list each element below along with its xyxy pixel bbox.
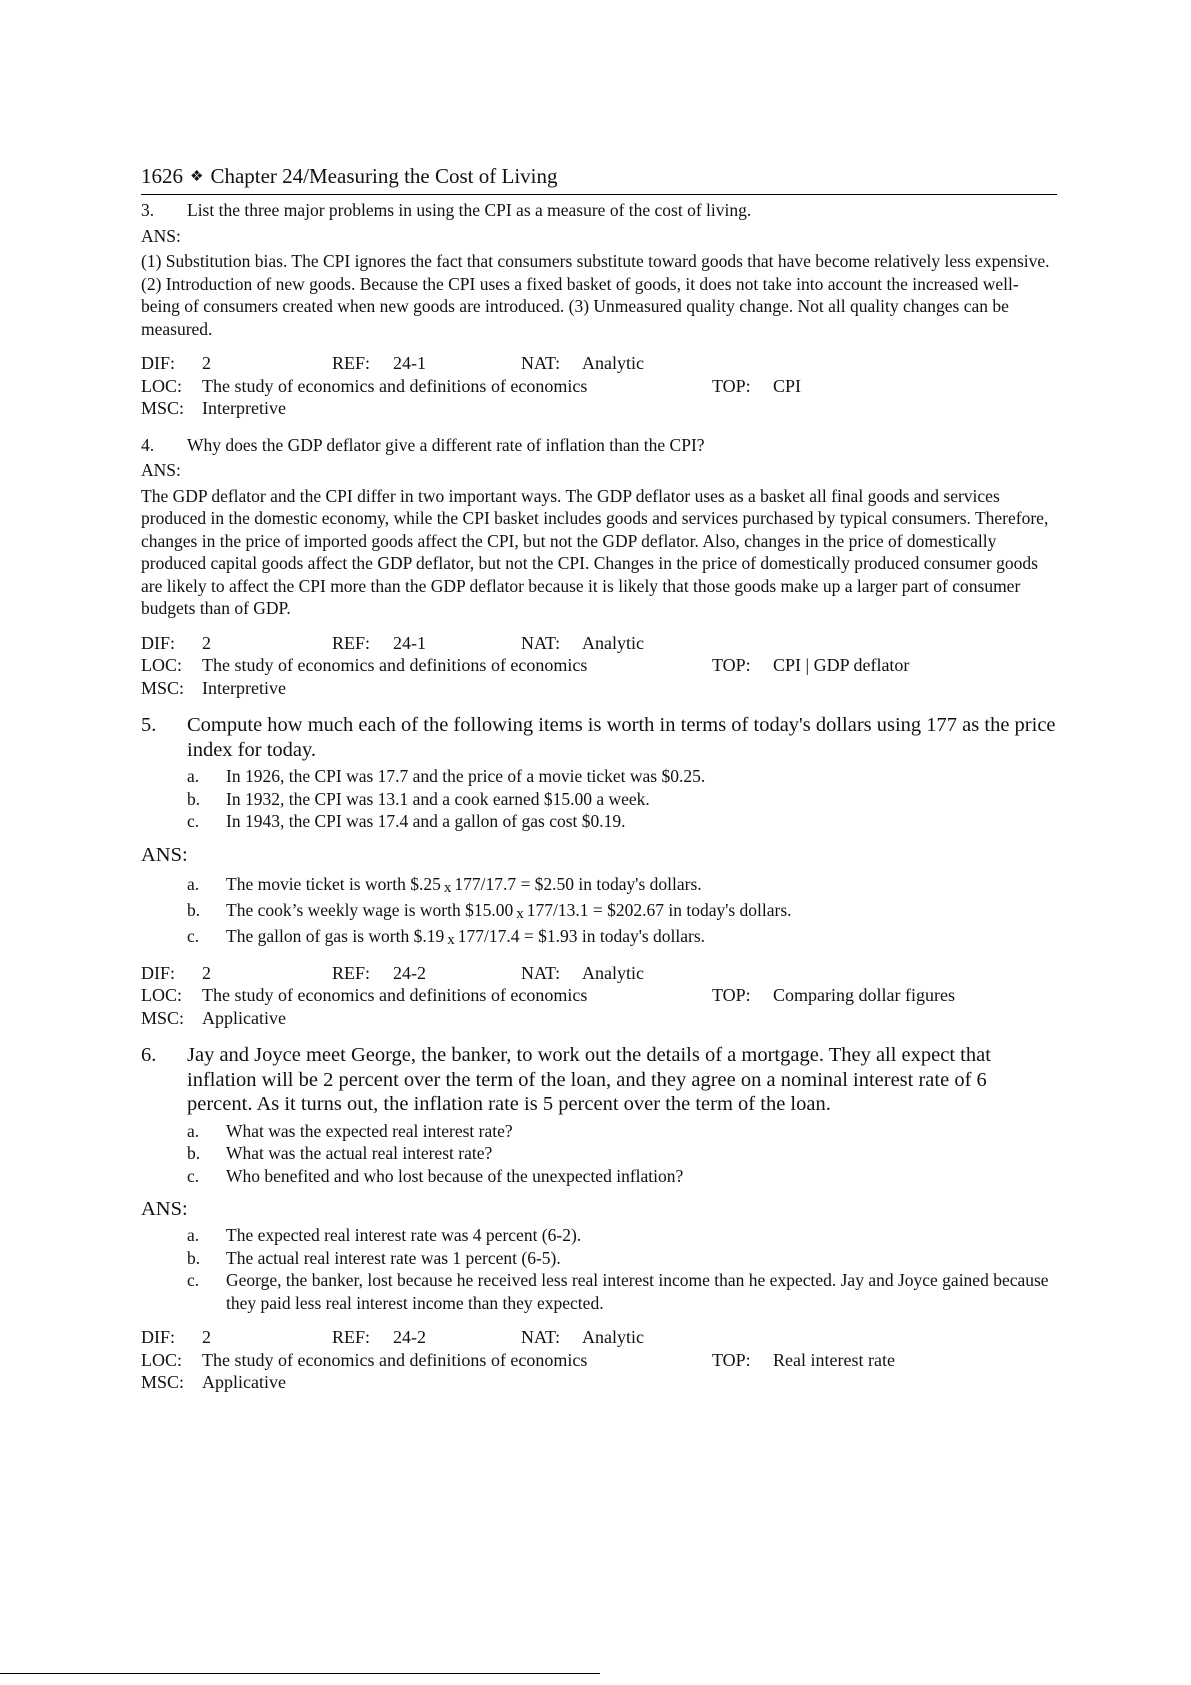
item-letter: a. [187, 1120, 200, 1141]
answer-label: ANS: [141, 843, 188, 866]
item-letter: b. [187, 1143, 201, 1163]
item-letter: c. [187, 925, 200, 946]
item-text [226, 898, 792, 924]
question-metadata [141, 632, 1057, 700]
top-value: Comparing dollar figures [773, 985, 955, 1005]
answer-item [187, 898, 1057, 924]
top-label: TOP: [712, 985, 751, 1005]
question-6 [141, 1043, 1057, 1394]
top-value: Real interest rate [773, 1349, 895, 1370]
msc-value: Applicative [202, 1372, 286, 1392]
ref-label: REF: [332, 962, 371, 983]
list-item [187, 810, 1057, 833]
question-metadata [141, 962, 1057, 1030]
answer-label: ANS: [141, 460, 181, 480]
top-label: TOP: [712, 655, 751, 675]
nat-value: Analytic [582, 632, 644, 653]
item-letter: b. [187, 788, 201, 809]
list-item [187, 788, 1057, 811]
answer-post: 177/13.1 = $202.67 in today's dollars. [526, 899, 792, 920]
item-letter: c. [187, 811, 200, 831]
diamond-separator-icon: ❖ [190, 169, 204, 185]
dif-value: 2 [202, 1327, 211, 1347]
question-prompt: Compute how much each of the following items is worth in terms of today's dollars using 177 as the price index for today. [187, 714, 1056, 761]
item-text [226, 872, 702, 898]
loc-value: The study of economics and definitions of economics [202, 1349, 588, 1370]
answer-text: (1) Substitution bias. The CPI ignores the fact that consumers substitute toward goods that have become relatively less expensive. (2) Introduction of new goods. Because the CPI uses a fixed basket of goods, it does not take into account the increased well-being of consumers created when new goods are introduced. (3) Unmeasured quality change. Not all quality changes can be measured. [141, 251, 1050, 339]
item-text: In 1932, the CPI was 13.1 and a cook earned $15.00 a week. [226, 788, 650, 809]
answer-post: 177/17.4 = $1.93 in today's dollars. [457, 925, 706, 946]
item-letter: b. [187, 1247, 201, 1268]
item-text: What was the expected real interest rate? [226, 1120, 513, 1141]
item-text: In 1926, the CPI was 17.7 and the price of a movie ticket was $0.25. [226, 766, 706, 786]
question-prompt: Why does the GDP deflator give a different rate of inflation than the CPI? [187, 434, 705, 455]
item-text: Who benefited and who lost because of the unexpected inflation? [226, 1165, 684, 1186]
answer-item [187, 1224, 1057, 1247]
nat-value: Analytic [582, 353, 644, 373]
page-header [141, 162, 1057, 195]
item-letter: a. [187, 766, 200, 786]
msc-value: Interpretive [202, 398, 286, 418]
msc-label: MSC: [141, 1007, 185, 1028]
question-3 [141, 199, 1057, 420]
question-items [187, 765, 1057, 833]
multiply-icon: x [516, 905, 524, 922]
chapter-title: Chapter 24/Measuring the Cost of Living [210, 164, 558, 188]
nat-label: NAT: [521, 632, 561, 653]
top-value: CPI [773, 375, 802, 396]
answer-item [187, 872, 1057, 898]
answer-pre: The gallon of gas is worth $.19 [226, 925, 445, 946]
loc-value: The study of economics and definitions of economics [202, 375, 588, 396]
question-items [187, 1120, 1057, 1188]
nat-label: NAT: [521, 962, 561, 983]
question-metadata [141, 1326, 1057, 1394]
msc-value: Interpretive [202, 677, 286, 698]
item-text: The actual real interest rate was 1 percent (6-5). [226, 1247, 561, 1268]
loc-label: LOC: [141, 1349, 183, 1370]
list-item [187, 1142, 1057, 1165]
top-label: TOP: [712, 375, 751, 396]
question-3-text [141, 199, 1057, 222]
loc-label: LOC: [141, 375, 183, 396]
nat-value: Analytic [582, 1327, 644, 1347]
item-text: What was the actual real interest rate? [226, 1143, 493, 1163]
item-letter: b. [187, 899, 201, 920]
question-metadata [141, 352, 1057, 420]
list-item [187, 1120, 1057, 1143]
answer-items [187, 872, 1057, 950]
question-6-text [141, 1043, 1057, 1117]
document-page [141, 162, 1057, 1394]
question-prompt: Jay and Joyce meet George, the banker, to work out the details of a mortgage. They all expect that inflation will be 2 percent over the term of the loan, and they agree on a nominal interest rate of 6 percent. As it turns out, the inflation rate is 5 percent over the term of the loan. [187, 1044, 991, 1115]
question-number: 3. [141, 200, 155, 220]
msc-label: MSC: [141, 1372, 185, 1392]
item-letter: c. [187, 1270, 200, 1290]
answer-label: ANS: [141, 1198, 188, 1220]
answer-pre: The cook’s weekly wage is worth $15.00 [226, 899, 514, 920]
answer-item [187, 1269, 1057, 1314]
item-letter: c. [187, 1165, 200, 1186]
question-4 [141, 434, 1057, 700]
dif-value: 2 [202, 353, 211, 373]
dif-label: DIF: [141, 353, 176, 373]
nat-label: NAT: [521, 353, 561, 373]
answer-post: 177/17.7 = $2.50 in today's dollars. [454, 873, 702, 894]
question-number: 5. [141, 714, 157, 736]
msc-label: MSC: [141, 677, 185, 698]
question-4-text [141, 434, 1057, 457]
ref-label: REF: [332, 1327, 371, 1347]
loc-label: LOC: [141, 985, 183, 1005]
item-text: George, the banker, lost because he received less real interest income than he expected. Jay and Joyce gained because they paid less real interest income than they expected. [226, 1270, 1049, 1313]
nat-value: Analytic [582, 962, 644, 983]
loc-value: The study of economics and definitions of economics [202, 655, 588, 675]
item-text: The expected real interest rate was 4 percent (6-2). [226, 1225, 582, 1245]
question-5 [141, 713, 1057, 1029]
nat-label: NAT: [521, 1327, 561, 1347]
answer-text: The GDP deflator and the CPI differ in two important ways. The GDP deflator uses as a basket all final goods and services produced in the domestic economy, while the CPI basket includes goods and services purchased by typical consumers. Therefore, changes in the price of imported goods affect the CPI, but not the GDP deflator. Also, changes in the price of domestically produced capital goods affect the GDP deflator, but not the CPI. Changes in the price of domestically produced consumer goods are likely to affect the CPI more than the GDP deflator because it is likely that those goods make up a larger part of consumer budgets than of GDP. [141, 485, 1049, 618]
dif-value: 2 [202, 962, 211, 983]
page-number: 1626 [141, 164, 183, 188]
ref-value: 24-1 [393, 632, 426, 653]
top-value: CPI | GDP deflator [773, 655, 910, 675]
loc-label: LOC: [141, 655, 183, 675]
dif-label: DIF: [141, 1327, 176, 1347]
ref-value: 24-1 [393, 353, 426, 373]
top-label: TOP: [712, 1349, 751, 1370]
list-item [187, 765, 1057, 788]
question-5-text [141, 713, 1057, 762]
answer-items [187, 1224, 1057, 1314]
ref-label: REF: [332, 353, 371, 373]
item-text: In 1943, the CPI was 17.4 and a gallon of gas cost $0.19. [226, 811, 626, 831]
item-text [226, 924, 705, 950]
answer-pre: The movie ticket is worth $.25 [226, 873, 441, 894]
msc-value: Applicative [202, 1007, 286, 1028]
question-prompt: List the three major problems in using the CPI as a measure of the cost of living. [187, 200, 752, 220]
multiply-icon: x [443, 879, 452, 896]
msc-label: MSC: [141, 398, 185, 418]
ref-value: 24-2 [393, 962, 426, 983]
item-letter: a. [187, 873, 200, 894]
answer-item [187, 1247, 1057, 1270]
loc-value: The study of economics and definitions of economics [202, 985, 588, 1005]
multiply-icon: x [447, 931, 455, 948]
footer-divider [0, 1673, 600, 1674]
list-item [187, 1165, 1057, 1188]
answer-label: ANS: [141, 225, 181, 246]
question-number: 4. [141, 434, 155, 455]
question-number: 6. [141, 1044, 157, 1066]
answer-item [187, 924, 1057, 950]
ref-label: REF: [332, 632, 371, 653]
dif-value: 2 [202, 632, 211, 653]
dif-label: DIF: [141, 962, 176, 983]
ref-value: 24-2 [393, 1327, 426, 1347]
item-letter: a. [187, 1225, 200, 1245]
dif-label: DIF: [141, 632, 176, 653]
